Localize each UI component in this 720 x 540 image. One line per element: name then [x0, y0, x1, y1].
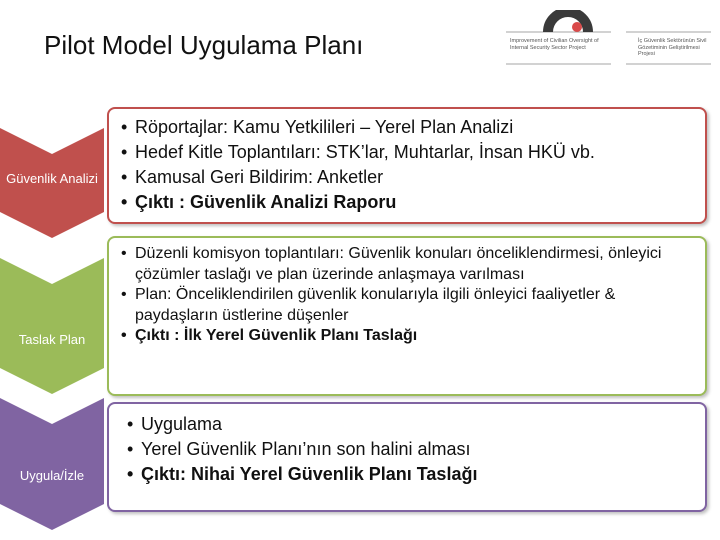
logo-text-en: Improvement of Civilian Oversight of Internal Security Sector Project	[510, 38, 599, 51]
step-1-label: Güvenlik Analizi	[6, 171, 98, 186]
list-item: • Kamusal Geri Bildirim: Anketler	[121, 167, 384, 187]
step-3-details	[107, 402, 707, 512]
list-item: • Uygulama	[127, 414, 223, 434]
project-logo	[498, 10, 713, 72]
list-item: • Çıktı: Nihai Yerel Güvenlik Planı Taslağı	[127, 464, 478, 484]
step-3-chevron	[0, 398, 104, 530]
list-item: • Çıktı : Güvenlik Analizi Raporu	[121, 192, 397, 212]
step-3-label: Uygula/İzle	[19, 468, 85, 483]
step-2-label: Taslak Plan	[18, 332, 86, 347]
list-item: • Röportajlar: Kamu Yetkilileri – Yerel Plan Analizi	[121, 117, 514, 137]
step-1-details	[107, 107, 707, 224]
slide-title: Pilot Model Uygulama Planı	[44, 30, 364, 60]
list-item: • Yerel Güvenlik Planı’nın son halini alması	[127, 439, 471, 459]
list-item: • Düzenli komisyon toplantıları: Güvenlik konuları önceliklendirmesi, önleyici çözümler taslağı ve plan üzerinde anlaşmaya varılması	[121, 245, 662, 283]
logo-text-tr: İç Güvenlik Sektörünün Sivil Gözetiminin Geliştirilmesi Projesi	[638, 38, 707, 57]
list-item: • Çıktı : İlk Yerel Güvenlik Planı Taslağı	[121, 327, 418, 344]
list-item: • Plan: Önceliklendirilen güvenlik konularıyla ilgili önleyici faaliyetler & paydaşların üstlerine düşenler	[121, 286, 616, 324]
step-2-chevron	[0, 258, 104, 394]
step-2-details	[107, 236, 707, 396]
list-item: • Hedef Kitle Toplantıları: STK’lar, Muhtarlar, İnsan HKÜ vb.	[121, 142, 595, 162]
